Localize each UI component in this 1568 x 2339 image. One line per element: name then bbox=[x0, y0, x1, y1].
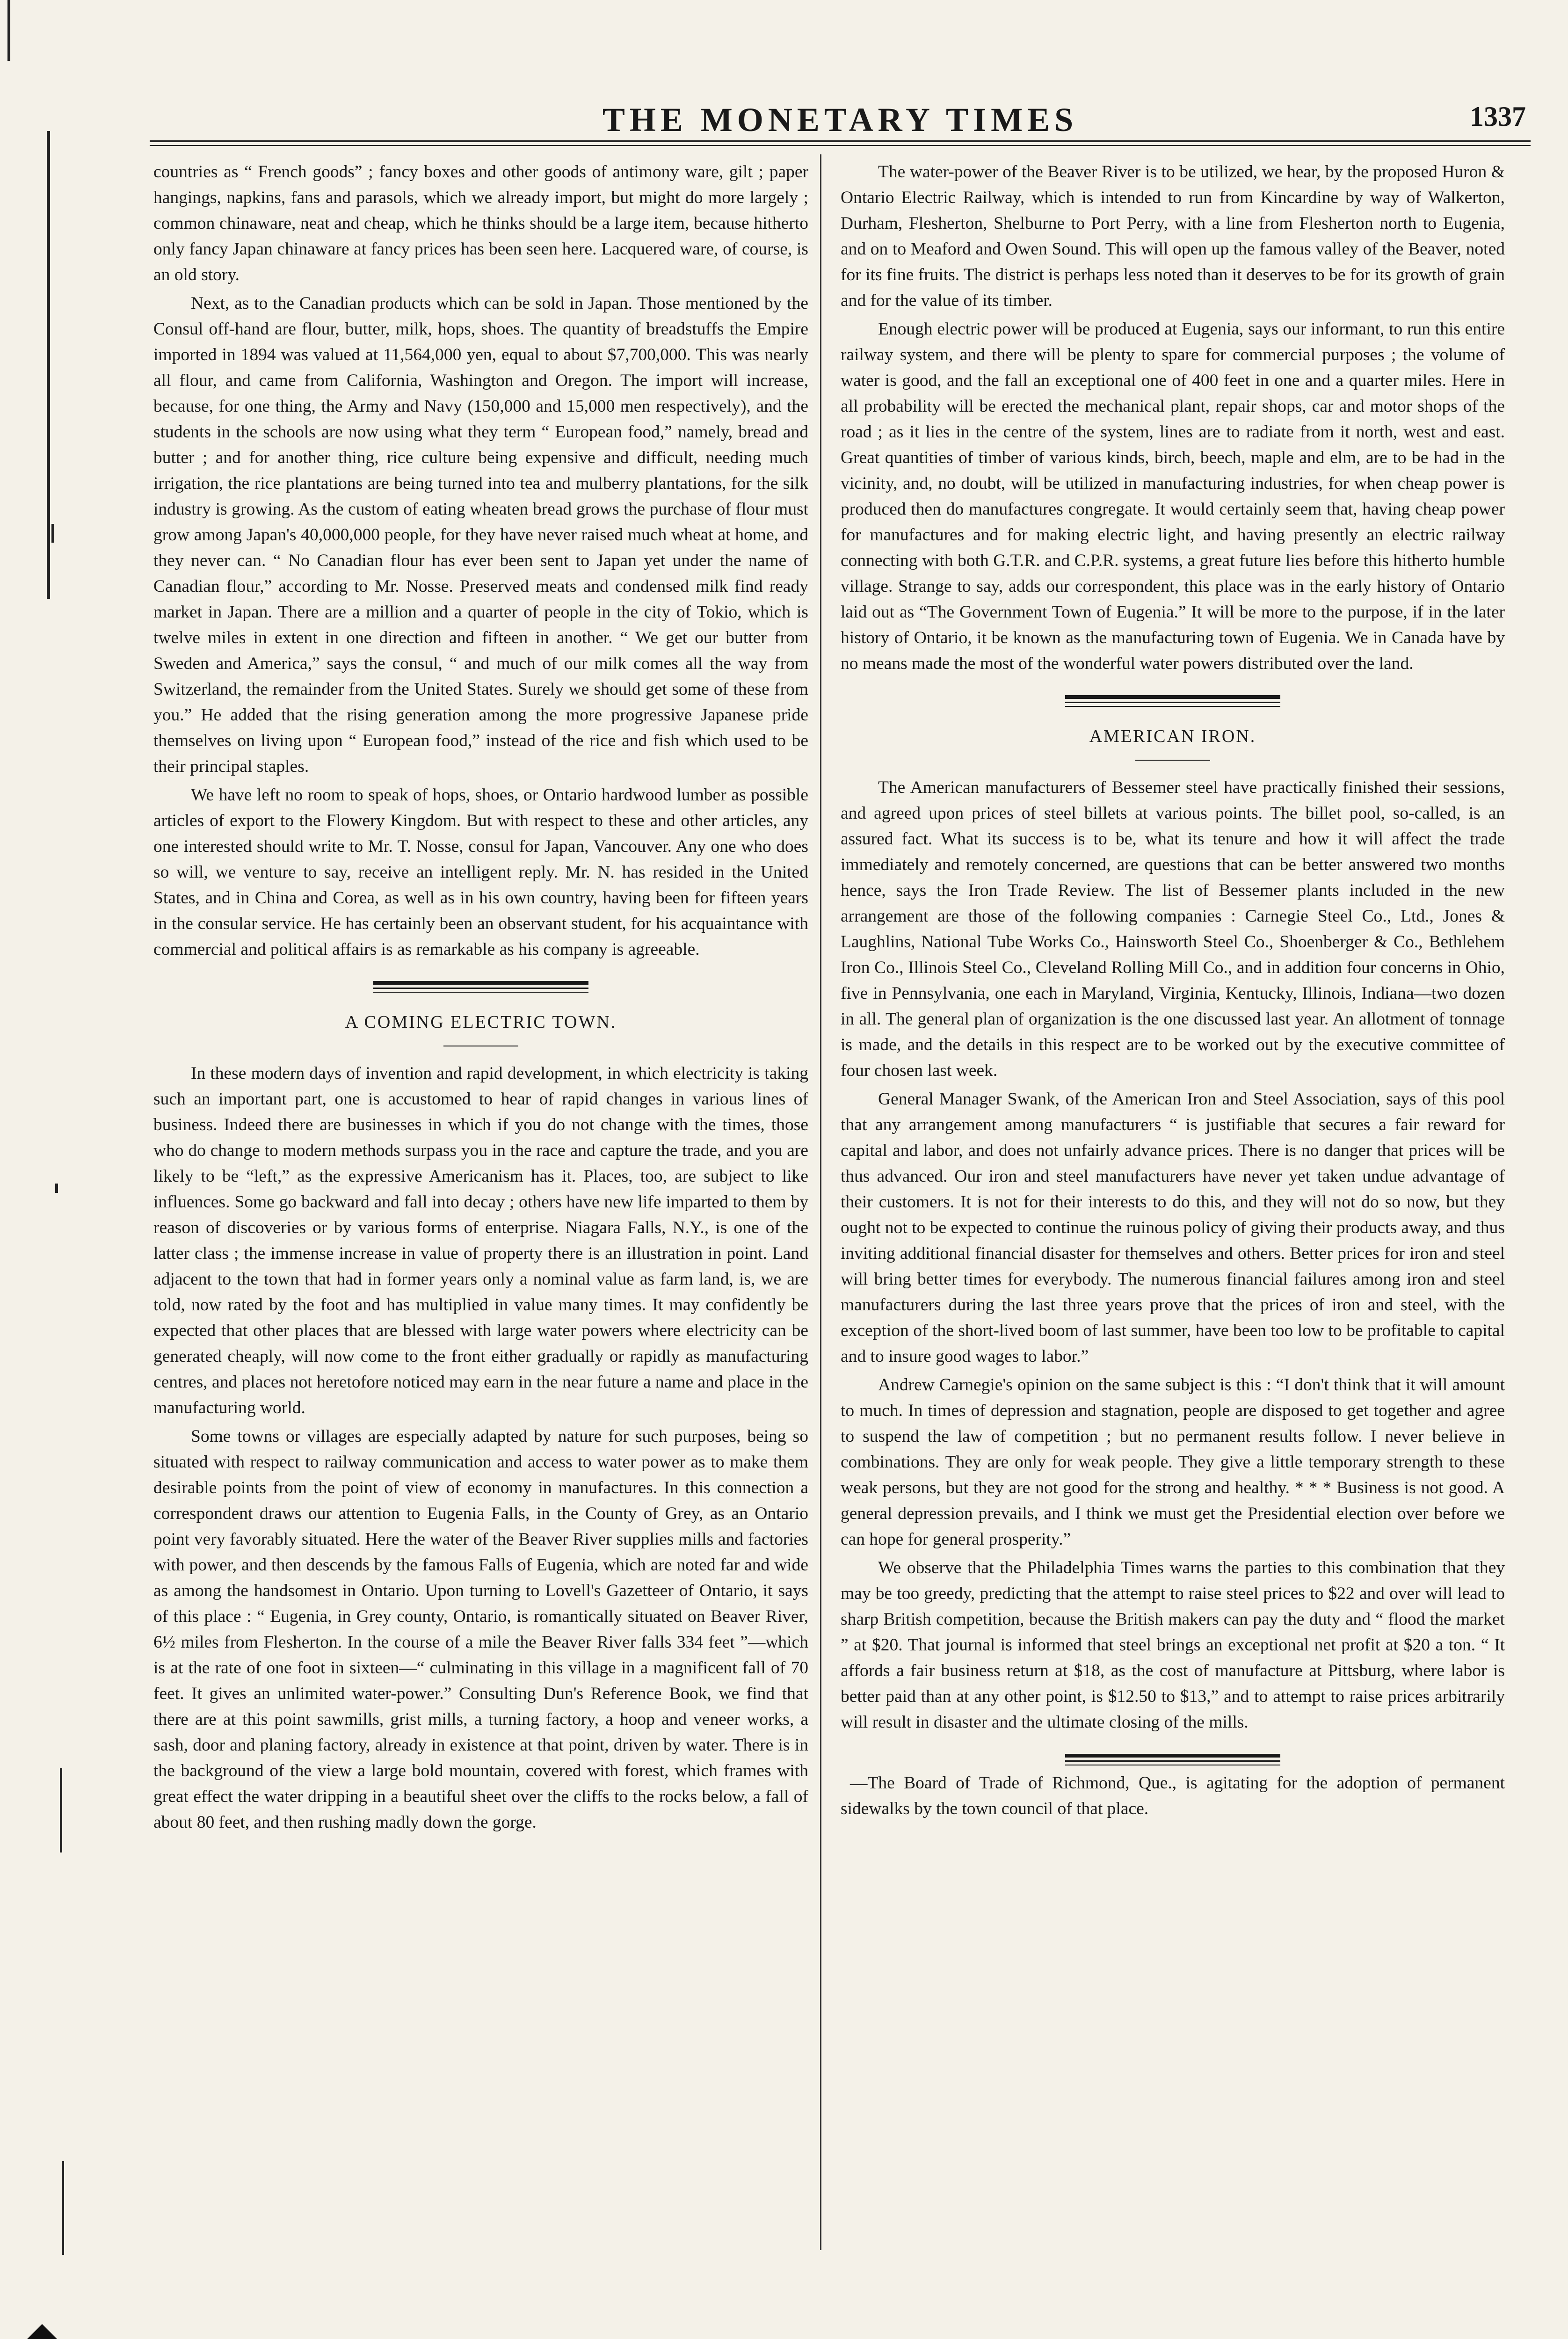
paragraph: We have left no room to speak of hops, shoes, or Ontario hardwood lumber as possible articles of export to the Flowery Kingdom. But with respect to these and other articles, any one interested should write to Mr. T. Nosse, consul for Japan, Vancouver. Any one who does so will, we venture to say, receive an intelligent reply. Mr. N. has resided in the United States, and in China and Corea, as well as in his own country, having been for fifteen years in the consular service. He has certainly been an observant student, for his acquaintance with commercial and political affairs is as remarkable as his company is agreeable. bbox=[153, 785, 808, 959]
masthead-rule-thin bbox=[150, 145, 1531, 146]
left-column bbox=[153, 159, 808, 2339]
section-separator bbox=[373, 981, 588, 993]
masthead-rule bbox=[150, 140, 1531, 142]
paragraph: Some towns or villages are especially adapted by nature for such purposes, being so situated with respect to railway communication and access to water power as to make them desirable points from the point of view of economy in manufactures. In this connection a correspondent draws our attention to Eugenia Falls, in the County of Grey, as an Ontario point very favorably situated. Here the water of the Beaver River supplies mills and factories with power, and then descends by the famous Falls of Eugenia, which are noted far and wide as among the handsomest in Ontario. Upon turning to Lovell's Gazetteer of Ontario, it says of this place : “ Eugenia, in Grey county, Ontario, is romantically situated on Beaver River, 6½ miles from Flesherton. In the course of a mile the Beaver River falls 334 feet ”—which is at the rate of one foot in sixteen—“ culminating in this village in a magnificent fall of 70 feet. It gives an unlimited water-power.” Consulting Dun's Reference Book, we find that there are at this point sawmills, grist mills, a turning factory, a hoop and veneer works, a sash, door and planing factory, already in existence at that point, driven by water. There is in the background of the view a large bold mountain, covered with forest, which frames with great effect the water dripping in a beautiful sheet over the cliffs to the rocks below, a fall of about 80 feet, and then rushing madly down the gorge. bbox=[153, 1427, 808, 1832]
paragraph: The American manufacturers of Bessemer steel have practically finished their sessions, and agreed upon prices of steel billets at various points. The billet pool, so-called, is an assured fact. What its success is to be, what its tenure and how it will affect the trade immediately and remotely concerned, are questions that can be better answered two months hence, says the Iron Trade Review. The list of Bessemer plants included in the new arrangement are those of the following companies : Carnegie Steel Co., Ltd., Jones & Laughlins, National Tube Works Co., Hainsworth Steel Co., Shoenberger & Co., Bethlehem Iron Co., Illinois Steel Co., Cleveland Rolling Mill Co., and in addition four concerns in Ohio, five in Pennsylvania, one each in Maryland, Virginia, Kentucky, Illinois, Indiana—two dozen in all. The general plan of organization is the one discussed last year. An allotment of tonnage is made, and the details in this respect are to be worked out by the executive committee of four chosen last week. bbox=[841, 778, 1505, 1080]
column-divider bbox=[820, 154, 821, 2250]
paragraph: In these modern days of invention and rapid development, in which electricity is taking such an important part, one is accustomed to hear of rapid changes in various lines of business. Indeed there are businesses in which if you do not change with the times, those who do change to modern methods surpass you in the race and capture the trade, and you are likely to be “left,” as the expressive Americanism has it. Places, too, are subject to like influences. Some go backward and fall into decay ; others have new life imparted to them by reason of discoveries or by various forms of enterprise. Niagara Falls, N.Y., is one of the latter class ; the immense increase in value of property there is an illustration in point. Land adjacent to the town that had in former years only a nominal value as farm land, is, we are told, now rated by the foot and has multiplied in value many times. It may confidently be expected that other places that are blessed with large water powers where electricity can be generated cheaply, will now come to the front either gradually or rapidly as manufacturing centres, and places not heretofore noticed may earn in the near future a name and place in the manufacturing world. bbox=[153, 1064, 808, 1417]
right-column bbox=[841, 159, 1505, 2339]
paragraph: countries as “ French goods” ; fancy boxes and other goods of antimony ware, gilt ; paper hangings, napkins, fans and parasols, which we already import, but might do more largely ; common chinaware, neat and cheap, which he thinks should be a large item, because hitherto only fancy Japan chinaware at fancy prices has been seen here. Lacquered ware, of course, is an old story. bbox=[153, 162, 808, 284]
article-heading: AMERICAN IRON. bbox=[1089, 726, 1256, 746]
section-separator bbox=[1065, 695, 1280, 707]
paragraph: We observe that the Philadelphia Times warns the parties to this combination that they may be too greedy, predicting that the attempt to raise steel prices to $22 and over will lead to sharp British competition, because the British makers can pay the duty and “ flood the market ” at $20. That journal is informed that steel brings an exceptional net profit at $20 a ton. “ It affords a fair business return at $18, as the cost of manufacture at Pittsburg, where labor is better paid than at any other point, is $12.50 to $13,” and to attempt to raise prices arbitrarily will result in disaster and the ultimate closing of the mills. bbox=[841, 1558, 1505, 1732]
heading-rule bbox=[1135, 760, 1210, 761]
paragraph: The water-power of the Beaver River is to be utilized, we hear, by the proposed Huron & Ontario Electric Railway, which is intended to run from Kincardine by way of Walkerton, Durham, Flesherton, Shelburne to Port Perry, with a line from Flesherton north to Eugenia, and on to Meaford and Owen Sound. This will open up the famous valley of the Beaver, noted for its fine fruits. The district is perhaps less noted than it deserves to be for its growth of grain and for the value of its timber. bbox=[841, 162, 1505, 310]
article-heading: A COMING ELECTRIC TOWN. bbox=[345, 1012, 617, 1032]
scan-margin-marks bbox=[0, 0, 65, 2339]
masthead bbox=[150, 101, 1531, 143]
masthead-title: THE MONETARY TIMES bbox=[602, 101, 1078, 138]
notice-paragraph: —The Board of Trade of Richmond, Que., is agitating for the adoption of permanent sidewalks by the town council of that place. bbox=[841, 1773, 1505, 1818]
section-separator bbox=[1065, 1754, 1280, 1765]
paragraph: Enough electric power will be produced at Eugenia, says our informant, to run this entire railway system, and there will be plenty to spare for commercial purposes ; the volume of water is good, and the fall an exceptional one of 400 feet in one and a quarter miles. Here in all probability will be erected the mechanical plant, repair shops, car and motor shops of the road ; as it lies in the centre of the system, lines are to radiate from it north, west and east. Great quantities of timber of various kinds, birch, beech, maple and elm, are to be had in the vicinity, and, no doubt, will be utilized in manufacturing industries, for when cheap power is produced then do manufactures congregate. It would certainly seem that, having cheap power for manufactures and for making electric light, and having presently an electric railway connecting with both G.T.R. and C.P.R. systems, a great future lies before this hitherto humble village. Strange to say, adds our correspondent, this place was in the early history of Ontario laid out as “The Government Town of Eugenia.” It will be more to the purpose, if in the later history of Ontario, it be known as the manufacturing town of Eugenia. We in Canada have by no means made the most of the wonderful water powers distributed over the land. bbox=[841, 320, 1505, 673]
page-number: 1337 bbox=[1470, 101, 1526, 132]
paragraph: Next, as to the Canadian products which can be sold in Japan. Those mentioned by the Consul off-hand are flour, butter, milk, hops, shoes. The quantity of breadstuffs the Empire imported in 1894 was valued at 11,564,000 yen, equal to about $7,700,000. This was nearly all flour, and came from California, Washington and Oregon. The import will increase, because, for one thing, the Army and Navy (150,000 and 15,000 men respectively), and the students in the schools are now using what they term “ European food,” namely, bread and butter ; and for another thing, rice culture being expensive and difficult, needing much irrigation, the rice plantations are being turned into tea and mulberry plantations, for the silk industry is growing. As the custom of eating wheaten bread grows the purchase of flour must grow among Japan's 40,000,000 people, for they have never raised much wheat at home, and they never can. “ No Canadian flour has ever been sent to Japan yet under the name of Canadian flour,” according to Mr. Nosse. Preserved meats and condensed milk find ready market in Japan. There are a million and a quarter of people in the city of Tokio, which is twelve miles in extent in one direction and fifteen in another. “ We get our butter from Sweden and America,” says the consul, “ and much of our milk comes all the way from Switzerland, the remainder from the United States. Surely we should get some of these from you.” He added that the rising generation among the more progressive Japanese pride themselves on living upon “ European food,” instead of the rice and fish which used to be their principal staples. bbox=[153, 294, 808, 776]
paragraph: General Manager Swank, of the American Iron and Steel Association, says of this pool that any arrangement among manufacturers “ is justifiable that secures a fair reward for capital and labor, and does not unfairly advance prices. There is no danger that prices will be thus advanced. Our iron and steel manufacturers have never yet taken undue advantage of their customers. It is not for their interests to do this, and they will not do so now, but they ought not to be expected to continue the ruinous policy of giving their products away, and thus inviting additional financial disaster for themselves and others. Better prices for iron and steel will bring better times for everybody. The numerous financial failures among iron and steel manufacturers during the last three years prove that the prices of iron and steel, with the exception of the short-lived boom of last summer, have been too low to be profitable to capital and to insure good wages to labor.” bbox=[841, 1090, 1505, 1366]
paragraph: Andrew Carnegie's opinion on the same subject is this : “I don't think that it will amount to much. In times of depression and stagnation, people are disposed to get together and agree to suspend the law of competition ; but no permanent results follow. I never believe in combinations. They are only for weak people. They give a little temporary strength to these weak persons, but they are not good for the strong and healthy. * * * Business is not good. A general depression prevails, and I think we must get the Presidential election over before we can hope for general prosperity.” bbox=[841, 1375, 1505, 1549]
